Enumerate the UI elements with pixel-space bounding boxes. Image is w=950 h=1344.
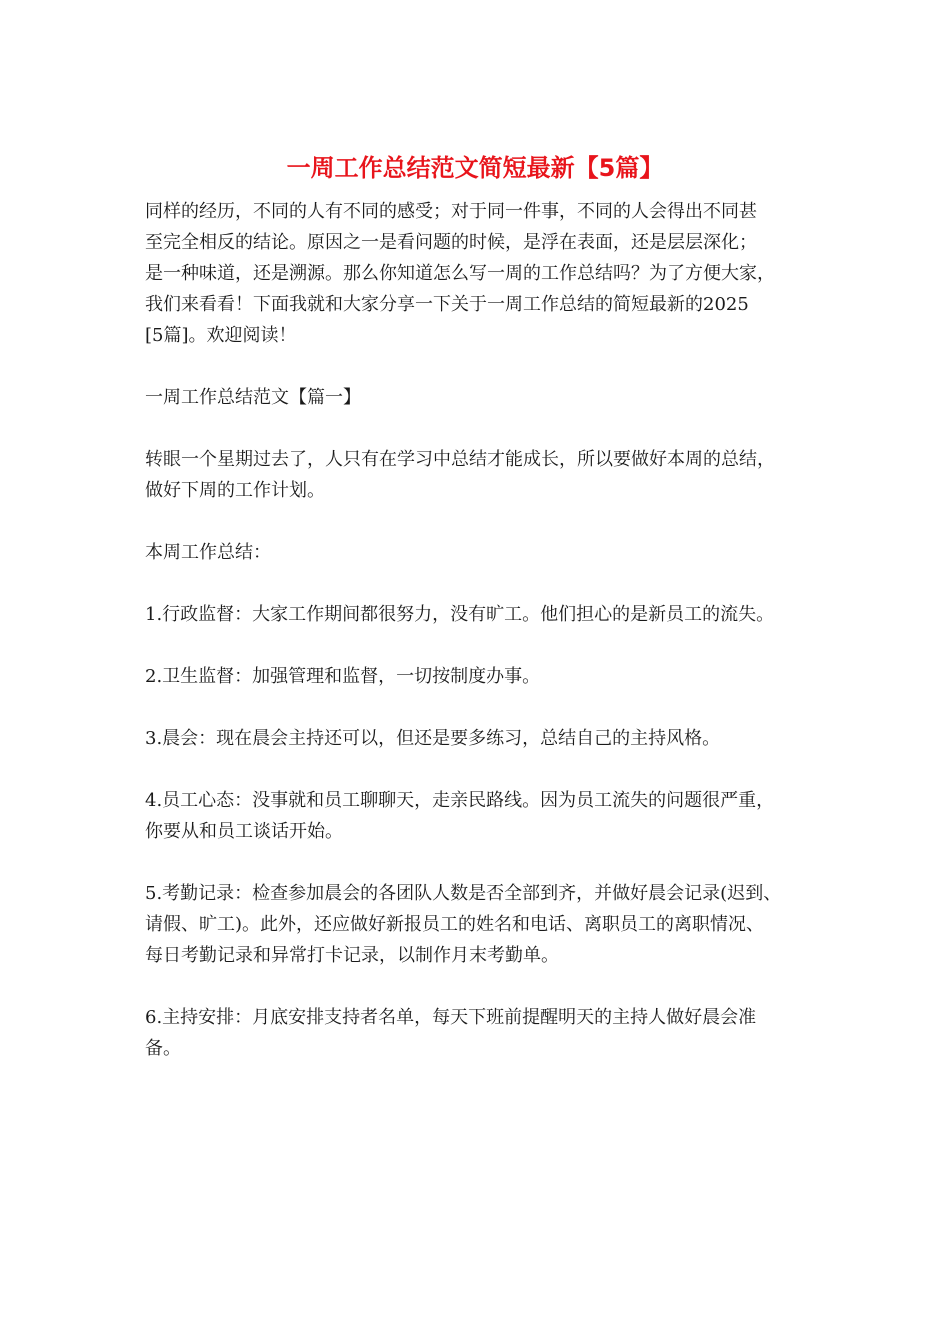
summary-heading: 本周工作总结：	[145, 542, 271, 563]
intro-paragraph: 同样的经历，不同的人有不同的感受；对于同一件事，不同的人会得出不同甚 至完全相反的结论。原因之一是看问题的时候，是浮在表面，还是层层深化； 是一种味道，还是溯源。那么你知道怎么写一周的工作总结吗？为了方便大家， 我们来看看！下面我就和大家分享一下关于一周工作总结的简短最新的2025 [5篇]。欢迎阅读！	[145, 201, 775, 346]
list-item: 2.卫生监督：加强管理和监督，一切按制度办事。	[145, 666, 541, 687]
document-title: 一周工作总结范文简短最新【5篇】	[286, 154, 664, 182]
list-item: 5.考勤记录：检查参加晨会的各团队人数是否全部到齐，并做好晨会记录(迟到、 请假、旷工)。此外，还应做好新报员工的姓名和电话、离职员工的离职情况、 每日考勤记录和异常打卡记录，以制作月末考勤单。	[145, 883, 782, 966]
opening-paragraph: 转眼一个星期过去了，人只有在学习中总结才能成长，所以要做好本周的总结， 做好下周的工作计划。	[145, 449, 775, 501]
section-heading: 一周工作总结范文【篇一】	[145, 387, 361, 408]
list-item: 3.晨会：现在晨会主持还可以，但还是要多练习，总结自己的主持风格。	[145, 728, 721, 749]
document-body	[145, 196, 815, 1095]
list-item: 4.员工心态：没事就和员工聊聊天，走亲民路线。因为员工流失的问题很严重， 你要从和员工谈话开始。	[145, 790, 775, 842]
list-item: 6.主持安排：月底安排支持者名单，每天下班前提醒明天的主持人做好晨会准 备。	[145, 1007, 757, 1059]
list-item: 1.行政监督：大家工作期间都很努力，没有旷工。他们担心的是新员工的流失。	[145, 604, 775, 625]
